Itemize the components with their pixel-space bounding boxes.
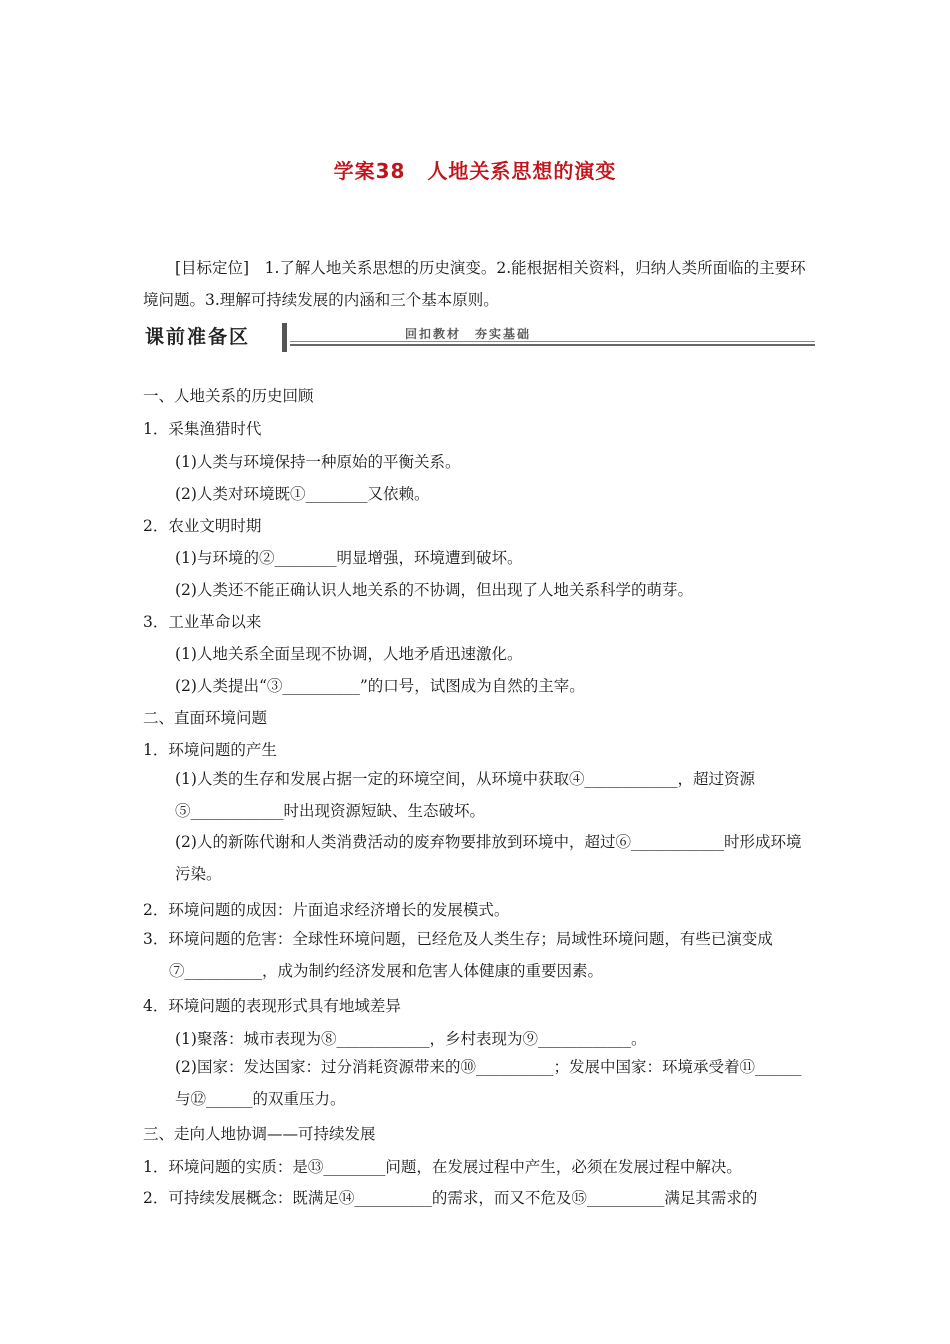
list-item: (2)人类提出“③__________”的口号，试图成为自然的主宰。 — [175, 677, 585, 695]
title-main: 人地关系思想的演变 — [427, 159, 617, 183]
list-item: (2)国家：发达国家：过分消耗资源带来的⑩__________；发展中国家：环境承受着⑪______与⑫______的双重压力。 — [175, 1058, 802, 1108]
subsection-heading: 2．农业文明时期 — [143, 517, 262, 535]
list-item: 2．环境问题的成因：片面追求经济增长的发展模式。 — [143, 901, 510, 919]
list-item: (1)人类的生存和发展占据一定的环境空间，从环境中获取④____________，超过资源⑤____________时出现资源短缺、生态破坏。 — [175, 770, 755, 820]
subsection-heading: 1．环境问题的产生 — [143, 741, 277, 759]
section-heading-2: 二、直面环境问题 — [143, 709, 268, 727]
section-banner — [143, 320, 815, 354]
banner-rule-thick — [290, 344, 815, 346]
section-heading-1: 一、人地关系的历史回顾 — [143, 387, 314, 405]
banner-divider-bar — [282, 323, 287, 352]
list-item: (1)人地关系全面呈现不协调，人地矛盾迅速激化。 — [175, 645, 523, 663]
list-item: (1)人类与环境保持一种原始的平衡关系。 — [175, 453, 461, 471]
objective-paragraph: [目标定位] 1.了解人地关系思想的历史演变。2.能根据相关资料，归纳人类所面临的主要环境问题。3.理解可持续发展的内涵和三个基本原则。 — [143, 259, 806, 309]
list-item: (1)聚落：城市表现为⑧____________，乡村表现为⑨____________。 — [175, 1030, 647, 1048]
list-item: 2．可持续发展概念：既满足⑭__________的需求，而又不危及⑮__________满足其需求的 — [143, 1189, 758, 1207]
title-prefix: 学案38 — [333, 159, 406, 183]
subsection-heading: 1．采集渔猎时代 — [143, 420, 262, 438]
list-item: 3．环境问题的危害：全球性环境问题，已经危及人类生存；局域性环境问题，有些已演变成⑦__________，成为制约经济发展和危害人体健康的重要因素。 — [143, 930, 773, 980]
list-item: (2)人类还不能正确认识人地关系的不协调，但出现了人地关系科学的萌芽。 — [175, 581, 693, 599]
banner-subtitle — [405, 325, 531, 342]
section-heading-3: 三、走向人地协调——可持续发展 — [143, 1125, 376, 1143]
list-item: (1)与环境的②________明显增强，环境遭到破坏。 — [175, 549, 523, 567]
banner-rule-thin — [290, 341, 815, 342]
banner-subtitle-a: 回扣教材 — [405, 327, 462, 341]
list-item: (2)人类对环境既①________又依赖。 — [175, 485, 430, 503]
subsection-heading: 4．环境问题的表现形式具有地域差异 — [143, 997, 401, 1015]
list-item: 1．环境问题的实质：是⑬________问题，在发展过程中产生，必须在发展过程中解决。 — [143, 1158, 742, 1176]
subsection-heading: 3．工业革命以来 — [143, 613, 262, 631]
page-title — [0, 155, 950, 184]
list-item: (2)人的新陈代谢和人类消费活动的废弃物要排放到环境中，超过⑥____________时形成环境污染。 — [175, 833, 802, 883]
banner-subtitle-b: 夯实基础 — [475, 327, 532, 341]
banner-title: 课前准备区 — [145, 326, 251, 348]
